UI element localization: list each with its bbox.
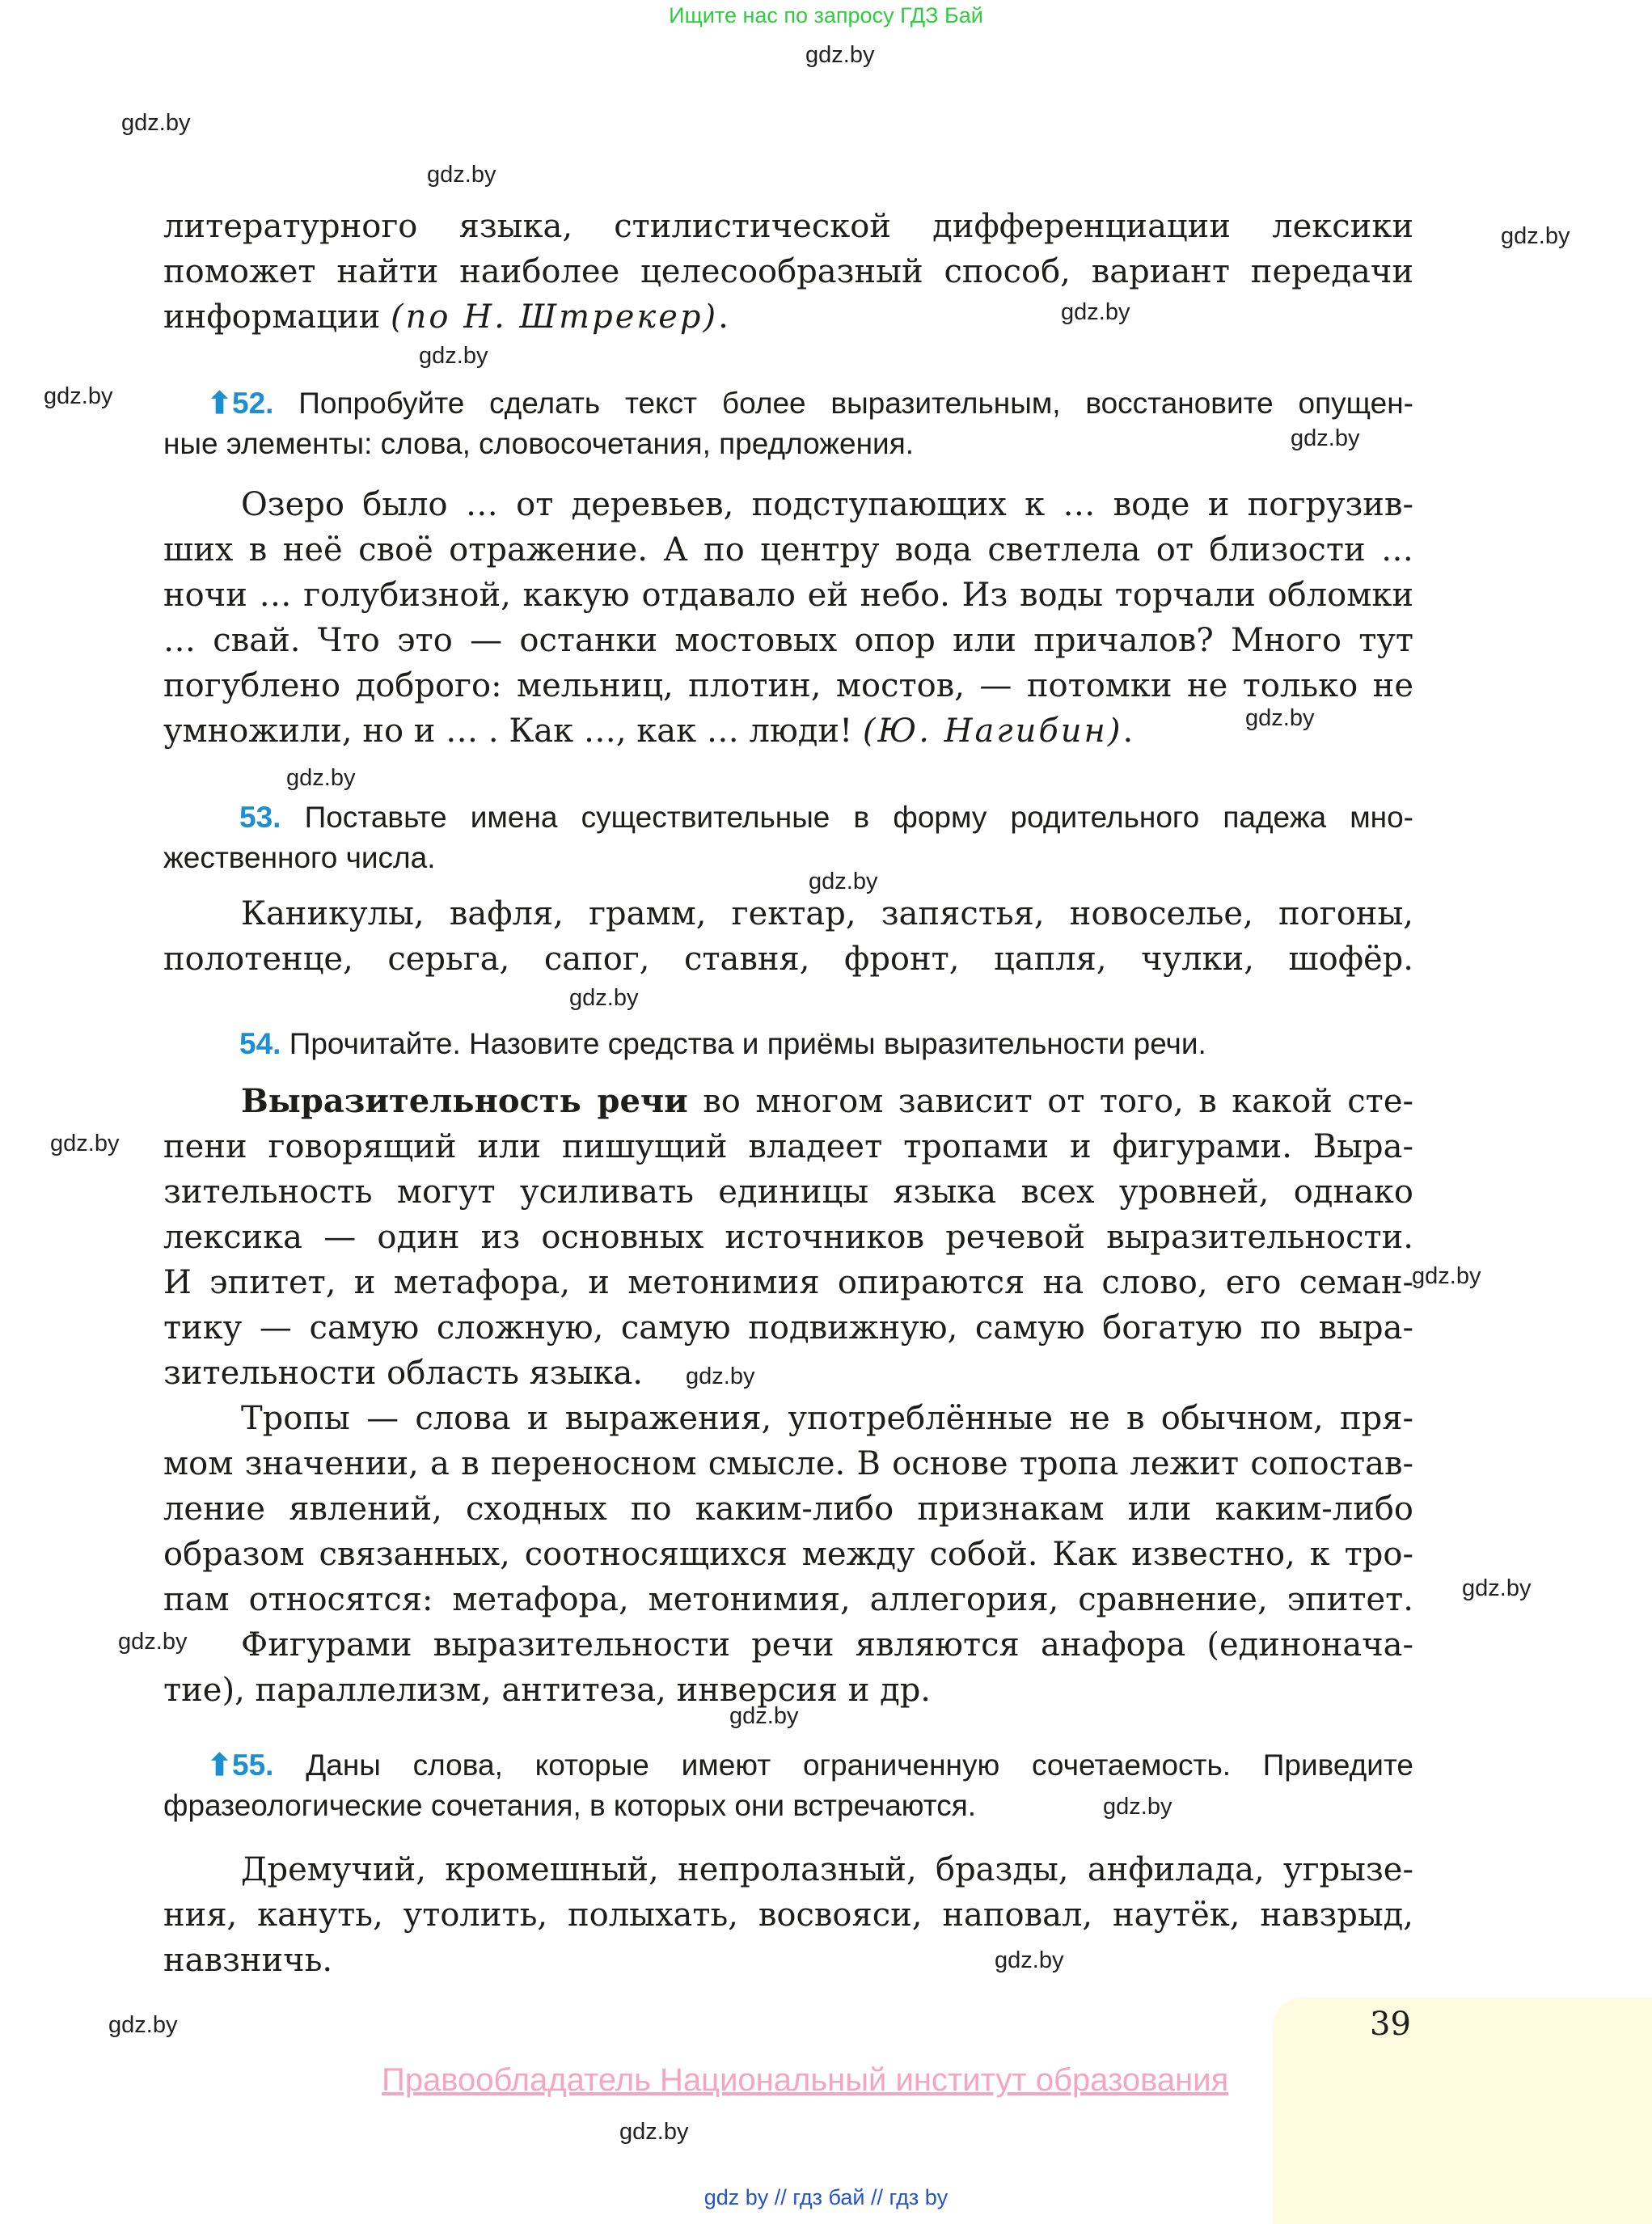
text-52 [163, 482, 1413, 754]
watermark: gdz.by [1501, 223, 1570, 249]
text-line: зительности область языка. [163, 1355, 644, 1392]
task-55-cont [163, 1786, 1413, 1826]
text-line: Тропы — слова и выражения, употреблённые не в обычном, пря- [241, 1400, 1413, 1437]
task-52 [207, 383, 1413, 424]
task-line: ные элементы: слова, словосочетания, предложения. [163, 427, 915, 460]
watermark: gdz.by [1103, 1794, 1172, 1820]
text-line: ночи … голубизной, какую отдавало ей небо. Из воды торчали обломки [163, 577, 1413, 614]
watermark: gdz.by [686, 1364, 755, 1389]
task-55 [207, 1745, 1413, 1786]
text-line: полотенце, серьга, сапог, ставня, фронт, цапля, чулки, шофёр. [163, 941, 1413, 978]
task-line [207, 383, 1413, 424]
author-citation: (по Н. Штрекер) [391, 298, 719, 336]
task-text: Попробуйте сделать текст более выразительным, восстановите опущен- [298, 387, 1414, 420]
text-line: ление явлений, сходных по каким-либо признакам или каким-либо [163, 1490, 1413, 1528]
copyright-link[interactable]: Правообладатель Национальный институт образования [382, 2062, 1229, 2098]
text-line: навзничь. [163, 1942, 333, 1979]
text-fragment: умножили, но и … . Как …, как … люди! [163, 712, 863, 750]
watermark: gdz.by [427, 162, 496, 188]
bold-term: Выразительность речи [241, 1082, 688, 1120]
text-fragment: во многом зависит от того, в какой сте- [687, 1083, 1414, 1120]
text-line: погублено доброго: мельниц, плотин, мостов, — потомки не только не [163, 667, 1413, 704]
watermark: gdz.by [286, 765, 356, 791]
text-fragment: . [1122, 712, 1134, 750]
watermark: gdz.by [569, 985, 639, 1011]
task-text: Прочитайте. Назовите средства и приёмы выразительности речи. [289, 1027, 1206, 1060]
text-line: Каникулы, вафля, грамм, гектар, запястья, новоселье, погоны, [241, 895, 1413, 932]
watermark: gdz.by [995, 1947, 1064, 1973]
task-line [239, 797, 1413, 838]
task-53 [239, 797, 1413, 838]
watermark: gdz.by [1462, 1575, 1532, 1601]
task-number: 55. [232, 1748, 274, 1782]
task-54 [239, 1024, 1413, 1064]
text-line: зительность могут усиливать единицы языка всех уровней, однако [163, 1173, 1413, 1211]
watermark: gdz.by [729, 1703, 799, 1729]
text-54 [163, 1079, 1413, 1713]
text-line: поможет найти наиболее целесообразный способ, вариант передачи [163, 253, 1413, 290]
text-53 [163, 891, 1413, 982]
author-citation: (Ю. Нагибин) [862, 712, 1123, 750]
text-line: образом связанных, соотносящихся между собой. Как известно, к тро- [163, 1536, 1413, 1573]
task-text: Поставьте имена существительные в форму родительного падежа мно- [304, 801, 1414, 834]
text-line [163, 1079, 1413, 1124]
text-line: мом значении, а в переносном смысле. В основе тропа лежит сопостав- [163, 1445, 1413, 1482]
text-55 [163, 1847, 1413, 1983]
task-number: 53. [239, 801, 281, 834]
text-line: … свай. Что это — останки мостовых опор или причалов? Много тут [163, 622, 1413, 659]
text-fragment: информации [163, 298, 391, 336]
text-line: Озеро было … от деревьев, подступающих к … воде и погрузив- [241, 486, 1413, 523]
arrow-up-icon: ⬆ [207, 387, 233, 420]
text-line: Дремучий, кромешный, непролазный, бразды, анфилада, угрызе- [241, 1851, 1413, 1888]
text-line: ших в неё своё отражение. А по центру вода светлела от близости … [163, 531, 1413, 569]
watermark: gdz.by [118, 1629, 188, 1655]
watermark: gdz.by [108, 2012, 178, 2038]
watermark: gdz.by [1061, 299, 1130, 325]
task-line: жественного числа. [163, 841, 436, 874]
text-line: литературного языка, стилистической дифференциации лексики [163, 208, 1413, 245]
task-53-cont [163, 838, 1413, 878]
text-line: ния, кануть, утолить, полыхать, восвояси, наповал, наутёк, навзрыд, [163, 1896, 1413, 1934]
arrow-up-icon: ⬆ [207, 1748, 233, 1782]
watermark: gdz.by [805, 42, 875, 68]
task-line [207, 1745, 1413, 1786]
text-line: пам относятся: метафора, метонимия, аллегория, сравнение, эпитет. [163, 1581, 1413, 1618]
task-text: Даны слова, которые имеют ограниченную сочетаемость. Приведите [306, 1748, 1414, 1782]
text-line: лексика — один из основных источников речевой выразительности. [163, 1219, 1413, 1256]
text-fragment: . [718, 298, 729, 336]
task-number: 52. [232, 387, 274, 420]
watermark: gdz.by [1291, 425, 1360, 451]
task-number: 54. [239, 1027, 281, 1060]
task-line [239, 1024, 1413, 1064]
watermark: gdz.by [619, 2119, 689, 2145]
watermark: gdz.by [121, 110, 191, 136]
watermark: gdz.by [1245, 705, 1315, 731]
watermark: gdz.by [1412, 1263, 1481, 1289]
watermark: gdz.by [419, 343, 488, 369]
watermark: gdz.by [44, 383, 113, 409]
page-number: 39 [1370, 2006, 1411, 2043]
text-line: И эпитет, и метафора, и метонимия опираются на слово, его семан- [163, 1264, 1413, 1301]
text-line [163, 708, 1413, 754]
watermark: gdz.by [50, 1131, 120, 1156]
footer-links[interactable]: gdz by // гдз бай // гдз by [703, 2185, 949, 2209]
text-line: тие), параллелизм, антитеза, инверсия и др. [163, 1672, 932, 1709]
text-line: тику — самую сложную, самую подвижную, самую богатую по выра- [163, 1309, 1413, 1347]
text-line: пени говорящий или пишущий владеет тропами и фигурами. Выра- [163, 1128, 1413, 1165]
text-line [163, 294, 1413, 340]
text-line: Фигурами выразительности речи являются анафора (единонача- [241, 1626, 1413, 1664]
top-banner: Ищите нас по запросу ГДЗ Бай [669, 3, 983, 27]
task-line: фразеологические сочетания, в которых они встречаются. [163, 1789, 977, 1822]
task-52-cont [163, 424, 1413, 464]
intro-paragraph [163, 204, 1413, 340]
watermark: gdz.by [809, 869, 878, 894]
